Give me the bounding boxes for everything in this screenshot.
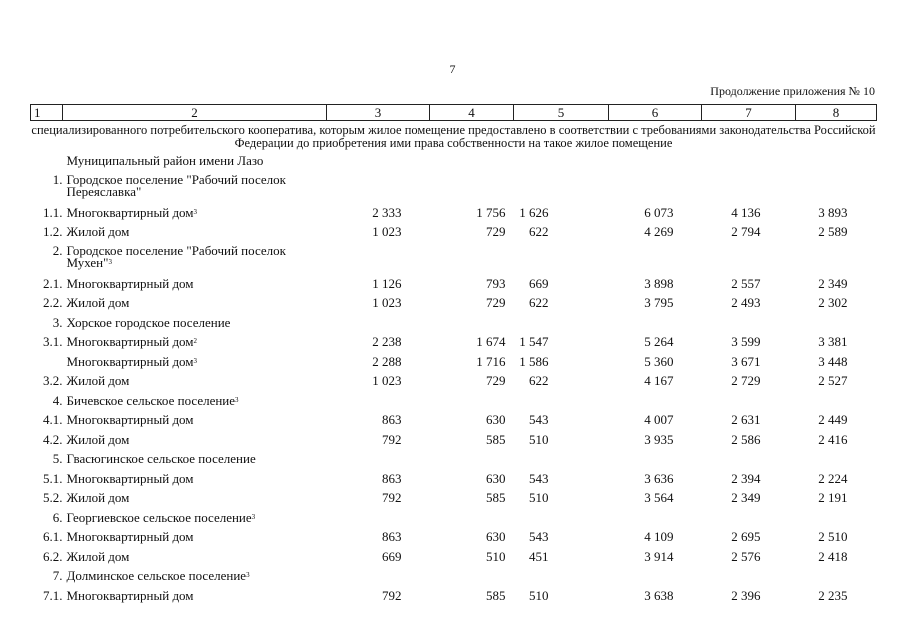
row-name-cell	[63, 569, 327, 589]
row-name: Долминское сельское поселение	[66, 568, 247, 583]
value-col-3: 792	[382, 490, 402, 505]
table-row	[31, 530, 877, 550]
row-number	[31, 154, 63, 174]
group-row	[31, 569, 877, 589]
value-col-4: 585	[486, 587, 506, 603]
value-col-5: 622	[529, 295, 549, 310]
value-col-7: 2 576	[731, 548, 761, 564]
table-body	[31, 121, 877, 609]
row-name-cell	[63, 413, 327, 433]
group-row	[31, 245, 877, 277]
appendix-table	[30, 104, 877, 608]
header-col-6: 6	[609, 105, 702, 121]
row-name: Городское поселение "Рабочий поселок Мухен"	[66, 242, 286, 270]
table-row	[31, 491, 877, 511]
row-name: Многоквартирный дом	[66, 529, 194, 544]
row-number: 1.2.	[43, 224, 63, 239]
value-col-4: 729	[486, 224, 506, 239]
row-name-cell	[63, 589, 327, 609]
footnote-marker: 3	[235, 395, 239, 404]
header-col-8: 8	[796, 105, 877, 121]
value-col-7: 2 794	[731, 224, 761, 239]
row-name: Георгиевское сельское поселение	[66, 509, 252, 525]
value-col-7: 2 557	[731, 275, 761, 291]
row-name: Жилой дом	[66, 490, 130, 505]
value-col-8: 2 416	[818, 431, 848, 447]
row-name-cell	[63, 206, 327, 226]
row-name: Многоквартирный дом	[66, 334, 194, 349]
value-col-6: 5 360	[644, 353, 674, 369]
table-row	[31, 413, 877, 433]
value-col-7: 2 631	[731, 412, 761, 427]
value-col-7: 2 493	[731, 295, 761, 310]
header-col-4: 4	[430, 105, 514, 121]
table-row	[31, 589, 877, 609]
value-col-3: 792	[382, 431, 402, 447]
value-col-4: 729	[486, 295, 506, 310]
row-number: 5.	[52, 451, 63, 466]
value-col-5: 543	[529, 529, 549, 544]
column-numbers-row	[31, 105, 877, 121]
value-col-6: 3 564	[644, 490, 674, 505]
group-row	[31, 511, 877, 531]
value-col-6: 3 935	[644, 431, 674, 447]
row-number: 5.1.	[43, 470, 63, 486]
value-col-7: 2 394	[731, 470, 761, 486]
row-name-cell	[63, 316, 327, 336]
row-name: Жилой дом	[66, 295, 130, 310]
value-col-8: 2 418	[818, 548, 848, 564]
value-col-7: 2 729	[731, 373, 761, 388]
value-col-4: 729	[486, 373, 506, 388]
row-number	[31, 355, 63, 375]
table-row	[31, 335, 877, 355]
value-col-8: 3 381	[818, 334, 848, 349]
value-col-5: 622	[529, 373, 549, 388]
value-col-6: 3 898	[644, 275, 674, 291]
header-col-3: 3	[327, 105, 430, 121]
value-col-8: 2 235	[818, 587, 848, 603]
row-name-cell	[63, 374, 327, 394]
row-name-cell	[63, 511, 327, 531]
row-name: Многоквартирный дом	[66, 204, 194, 220]
table-row	[31, 374, 877, 394]
row-number: 6.2.	[43, 548, 63, 564]
row-name: Жилой дом	[66, 224, 130, 239]
footnote-marker: 3	[251, 512, 256, 521]
row-number: 7.1.	[43, 587, 63, 603]
row-name: Многоквартирный дом	[66, 353, 194, 369]
row-name: Многоквартирный дом	[66, 587, 194, 603]
value-col-6: 3 914	[644, 548, 674, 564]
value-col-7: 3 599	[731, 334, 761, 349]
appendix-table-wrapper	[30, 104, 876, 608]
value-col-8: 2 589	[818, 224, 848, 239]
group-filler	[327, 174, 877, 206]
value-col-8: 2 349	[818, 275, 848, 291]
value-col-4: 630	[486, 470, 506, 486]
table-row	[31, 277, 877, 297]
value-col-8: 2 527	[818, 373, 848, 388]
group-row	[31, 394, 877, 414]
table-row	[31, 433, 877, 453]
value-col-3: 1 126	[372, 275, 402, 291]
value-col-6: 4 167	[644, 373, 674, 388]
value-col-6: 4 109	[644, 529, 674, 544]
row-name: Городское поселение "Рабочий поселок Переяславка"	[66, 171, 286, 199]
row-number: 1.	[52, 171, 63, 187]
row-name-cell	[63, 433, 327, 453]
value-col-5: 510	[529, 490, 549, 505]
value-col-7: 2 586	[731, 431, 761, 447]
value-col-4: 510	[486, 548, 506, 564]
group-filler	[327, 569, 877, 589]
value-col-7: 2 695	[731, 529, 761, 544]
value-col-8: 2 191	[818, 490, 848, 505]
value-col-5: 1 547	[519, 334, 549, 349]
value-col-6: 3 638	[644, 587, 674, 603]
value-col-5: 1 626	[519, 204, 549, 220]
table-row	[31, 550, 877, 570]
row-name-cell	[63, 335, 327, 355]
row-number: 3.2.	[43, 373, 63, 388]
footnote-marker: 3	[193, 356, 198, 365]
value-col-3: 1 023	[372, 373, 402, 388]
value-col-8: 3 448	[818, 353, 848, 369]
row-name: Жилой дом	[66, 431, 130, 447]
value-col-6: 4 007	[644, 412, 674, 427]
value-col-4: 585	[486, 431, 506, 447]
value-col-3: 1 023	[372, 224, 402, 239]
row-name-cell	[63, 550, 327, 570]
group-filler	[327, 511, 877, 531]
value-col-8: 2 510	[818, 529, 848, 544]
row-name-cell	[63, 491, 327, 511]
value-col-3: 669	[382, 548, 402, 564]
value-col-5: 622	[529, 224, 549, 239]
row-name-cell	[63, 296, 327, 316]
row-name-cell	[63, 277, 327, 297]
footnote-marker: 3	[108, 257, 112, 266]
value-col-4: 793	[486, 275, 506, 291]
group-row	[31, 174, 877, 206]
continuation-label: Продолжение приложения № 10	[710, 84, 875, 98]
value-col-5: 451	[529, 548, 549, 564]
row-number: 4.	[52, 392, 63, 408]
value-col-7: 3 671	[731, 353, 761, 369]
value-col-3: 863	[382, 412, 402, 427]
row-number: 6.1.	[43, 529, 63, 544]
value-col-4: 1 756	[476, 204, 506, 220]
row-name: Хорское городское поселение	[66, 314, 231, 330]
row-name-cell	[63, 355, 327, 375]
row-name-cell	[63, 530, 327, 550]
group-filler	[327, 452, 877, 472]
value-col-3: 2 333	[372, 204, 402, 220]
row-number: 1.1.	[43, 204, 63, 220]
value-col-8: 2 224	[818, 470, 848, 486]
value-col-8: 3 893	[818, 204, 848, 220]
value-col-5: 1 586	[519, 353, 549, 369]
row-name: Жилой дом	[66, 373, 130, 388]
value-col-3: 2 288	[372, 353, 402, 369]
value-col-4: 1 716	[476, 353, 506, 369]
row-name-cell	[63, 171, 327, 206]
row-name-cell	[63, 394, 327, 414]
value-col-7: 4 136	[731, 204, 761, 220]
page-number: 7	[449, 62, 456, 76]
value-col-5: 669	[529, 275, 549, 291]
table-row	[31, 206, 877, 226]
value-col-5: 543	[529, 412, 549, 427]
row-number: 7.	[52, 568, 63, 583]
row-name: Многоквартирный дом	[66, 470, 194, 486]
value-col-5: 543	[529, 470, 549, 486]
row-number: 2.	[52, 242, 63, 258]
footnote-marker: 3	[246, 571, 250, 579]
group-filler	[327, 154, 877, 174]
group-filler	[327, 245, 877, 277]
value-col-6: 5 264	[644, 334, 674, 349]
value-col-8: 2 302	[818, 295, 848, 310]
footnote-marker: 2	[193, 337, 198, 345]
row-name: Многоквартирный дом	[66, 275, 194, 291]
value-col-3: 792	[382, 587, 402, 603]
group-row	[31, 452, 877, 472]
footnote-marker: 3	[193, 207, 198, 216]
value-col-7: 2 349	[731, 490, 761, 505]
row-name-cell	[63, 242, 327, 277]
subtitle-row	[31, 121, 877, 155]
value-col-3: 863	[382, 529, 402, 544]
row-name-cell	[63, 472, 327, 492]
row-number: 3.	[52, 314, 63, 330]
row-name: Бичевское сельское поселение	[66, 392, 236, 408]
value-col-5: 510	[529, 431, 549, 447]
header-col-1: 1	[31, 105, 63, 121]
header-col-7: 7	[702, 105, 796, 121]
subtitle: специализированного потребительского кооператива, которым жилое помещение предоставлено в соответствии с требованиями законодательства Российской Федерации до приобретения ими права собственности на такое жилое помещение	[31, 123, 876, 150]
value-col-6: 4 269	[644, 224, 674, 239]
row-number: 2.1.	[43, 275, 63, 291]
row-number: 5.2.	[43, 490, 63, 505]
value-col-7: 2 396	[731, 587, 761, 603]
row-number: 2.2.	[43, 295, 63, 310]
value-col-6: 6 073	[644, 204, 674, 220]
group-filler	[327, 394, 877, 414]
row-number: 6.	[52, 509, 63, 525]
group-row	[31, 316, 877, 336]
value-col-8: 2 449	[818, 412, 848, 427]
row-name-cell	[63, 452, 327, 472]
header-col-2: 2	[63, 105, 327, 121]
row-number: 4.1.	[43, 412, 63, 427]
table-row	[31, 355, 877, 375]
group-filler	[327, 316, 877, 336]
table-row	[31, 472, 877, 492]
value-col-6: 3 795	[644, 295, 674, 310]
row-name: Многоквартирный дом	[66, 412, 194, 427]
value-col-4: 585	[486, 490, 506, 505]
header-col-5: 5	[514, 105, 609, 121]
value-col-3: 1 023	[372, 295, 402, 310]
row-number: 3.1.	[43, 334, 63, 349]
value-col-3: 2 238	[372, 334, 402, 349]
value-col-4: 630	[486, 529, 506, 544]
value-col-5: 510	[529, 587, 549, 603]
row-number: 4.2.	[43, 431, 63, 447]
row-name: Жилой дом	[66, 548, 130, 564]
table-header	[31, 105, 877, 121]
value-col-4: 1 674	[476, 334, 506, 349]
value-col-3: 863	[382, 470, 402, 486]
value-col-6: 3 636	[644, 470, 674, 486]
row-name: Муниципальный район имени Лазо	[66, 153, 264, 168]
row-name: Гвасюгинское сельское поселение	[66, 451, 256, 466]
value-col-4: 630	[486, 412, 506, 427]
table-row	[31, 296, 877, 316]
